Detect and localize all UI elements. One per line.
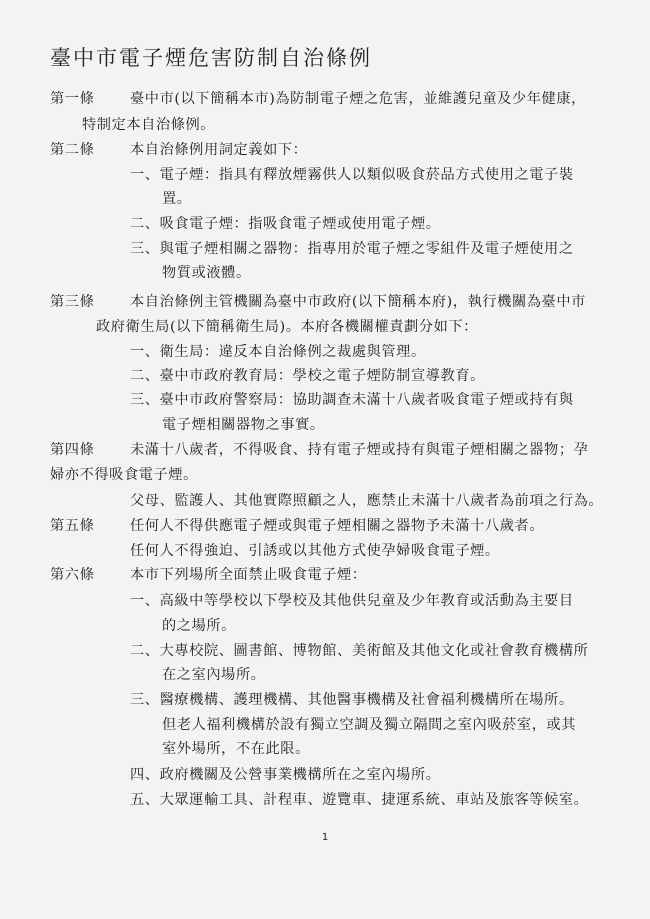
article-3-item-2: 二、臺中市政府教育局：學校之電子煙防制宣導教育。 bbox=[130, 368, 485, 384]
article-6-item-2-cont: 在之室內場所。 bbox=[162, 667, 266, 683]
article-4-label: 第四條 bbox=[50, 442, 95, 458]
article-1-text: 臺中市(以下簡稱本市)為防制電子煙之危害，並維護兒童及少年健康， bbox=[130, 91, 586, 107]
article-6-item-5: 五、大眾運輸工具、計程車、遊覽車、捷運系統、車站及旅客等候室。 bbox=[130, 792, 589, 808]
article-3-label: 第三條 bbox=[50, 294, 95, 310]
article-4-paragraph-2: 父母、監護人、其他實際照顧之人，應禁止未滿十八歲者為前項之行為。 bbox=[130, 493, 604, 509]
article-2-text: 本自治條例用詞定義如下： bbox=[130, 142, 308, 158]
article-3-item-1: 一、衛生局：違反本自治條例之裁處與管理。 bbox=[130, 344, 426, 360]
article-2-item-3: 三、與電子煙相關之器物：指專用於電子煙之零組件及電子煙使用之 bbox=[130, 241, 574, 257]
article-6-item-3-cont-2: 室外場所，不在此限。 bbox=[162, 741, 310, 757]
article-3-item-3: 三、臺中市政府警察局：協助調查未滿十八歲者吸食電子煙或持有與 bbox=[130, 392, 574, 408]
article-3-text: 本自治條例主管機關為臺中市政府(以下簡稱本府)，執行機關為臺中市 bbox=[130, 294, 586, 310]
article-6-item-1-cont: 的之場所。 bbox=[162, 618, 236, 634]
page-number: 1 bbox=[321, 832, 329, 843]
article-6-label: 第六條 bbox=[50, 567, 95, 583]
article-6-item-1: 一、高級中等學校以下學校及其他供兒童及少年教育或活動為主要目 bbox=[130, 593, 574, 609]
article-6-item-2: 二、大專校院、圖書館、博物館、美術館及其他文化或社會教育機構所 bbox=[130, 643, 589, 659]
article-5-paragraph-2: 任何人不得強迫、引誘或以其他方式使孕婦吸食電子煙。 bbox=[130, 543, 500, 559]
article-2-item-3-cont: 物質或液體。 bbox=[162, 265, 251, 281]
article-4-text: 未滿十八歲者，不得吸食、持有電子煙或持有與電子煙相關之器物；孕 bbox=[130, 442, 589, 458]
article-5-label: 第五條 bbox=[50, 518, 95, 534]
article-2-item-1: 一、電子煙：指具有釋放煙霧供人以類似吸食菸品方式使用之電子裝 bbox=[130, 167, 574, 183]
article-3-item-3-cont: 電子煙相關器物之事實。 bbox=[162, 417, 325, 433]
article-6-item-4: 四、政府機關及公營事業機構所在之室內場所。 bbox=[130, 767, 441, 783]
document-title: 臺中市電子煙危害防制自治條例 bbox=[50, 46, 372, 70]
article-1-continuation: 特制定本自治條例。 bbox=[82, 117, 216, 133]
article-6-text: 本市下列場所全面禁止吸食電子煙： bbox=[130, 567, 367, 583]
article-5-text: 任何人不得供應電子煙或與電子煙相關之器物予未滿十八歲者。 bbox=[130, 518, 545, 534]
article-2-item-2: 二、吸食電子煙：指吸食電子煙或使用電子煙。 bbox=[130, 216, 441, 232]
article-3-continuation: 政府衛生局(以下簡稱衛生局)。本府各機關權責劃分如下： bbox=[96, 319, 478, 335]
article-1-label: 第一條 bbox=[50, 91, 95, 107]
article-6-item-3-cont: 但老人福利機構於設有獨立空調及獨立隔間之室內吸菸室，或其 bbox=[162, 717, 577, 733]
article-2-label: 第二條 bbox=[50, 142, 95, 158]
article-6-item-3: 三、醫療機構、護理機構、其他醫事機構及社會福利機構所在場所。 bbox=[130, 692, 574, 708]
article-4-continuation: 婦亦不得吸食電子煙。 bbox=[50, 467, 198, 483]
article-2-item-1-cont: 置。 bbox=[162, 191, 192, 207]
